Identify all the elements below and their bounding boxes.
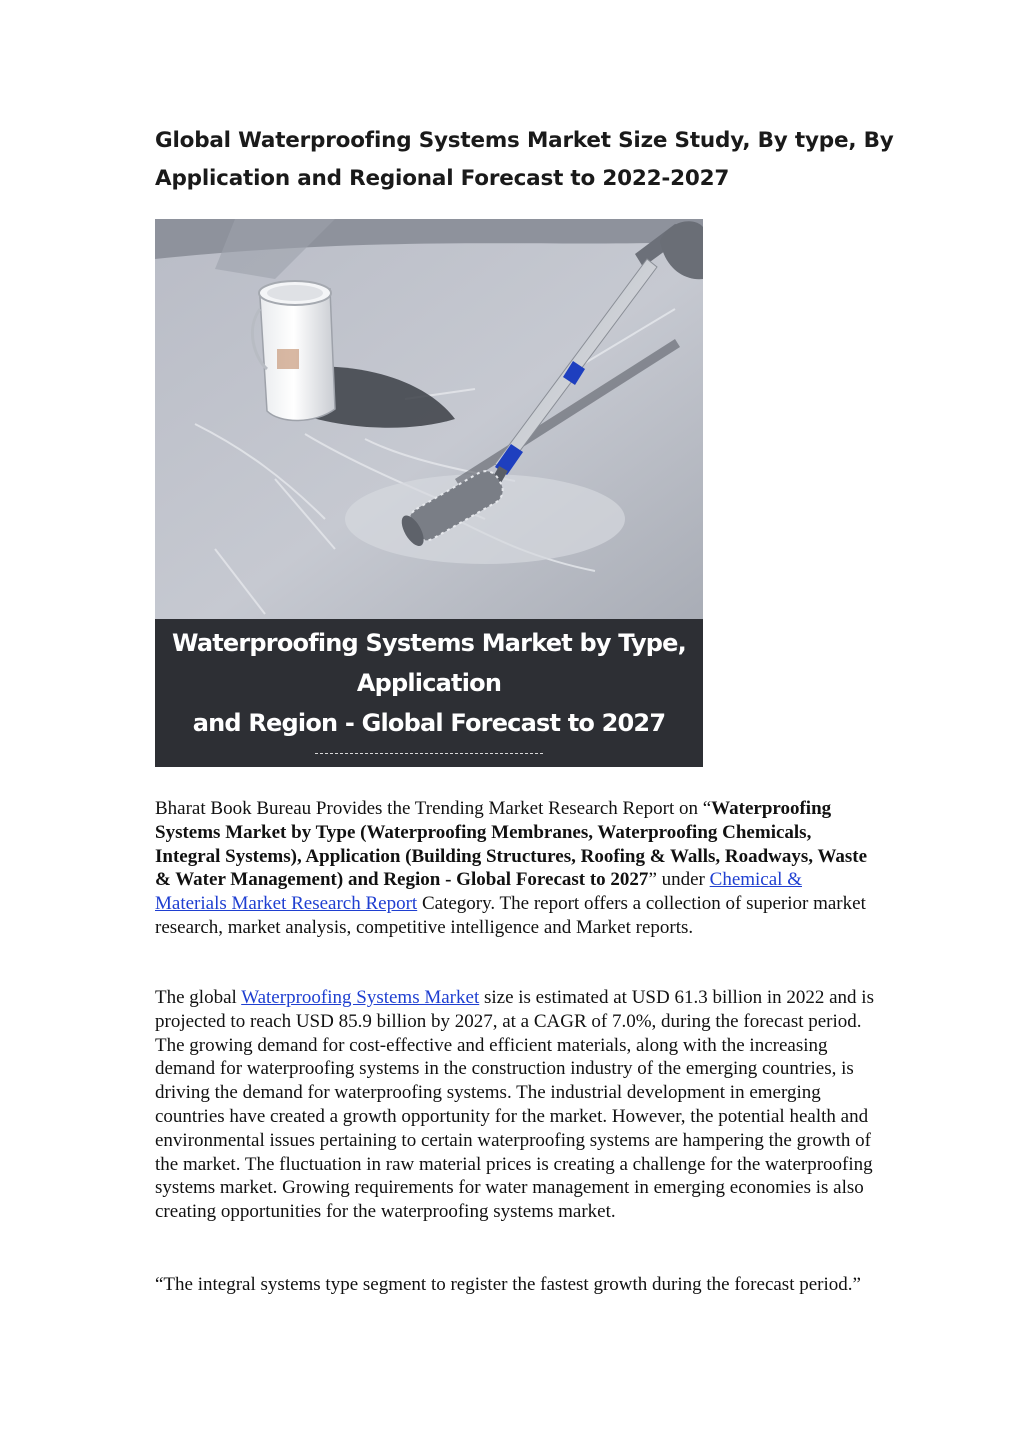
- intro-rest-text: Category. The report offers a collection of superior market research, market analysis, competitive intelligence and Market reports.: [155, 893, 866, 938]
- banner-line-1: Waterproofing Systems Market by Type, Application: [172, 629, 686, 697]
- report-cover-image: [155, 219, 703, 792]
- intro-paragraph: [155, 797, 875, 940]
- market-intro-text: The global: [155, 987, 242, 1008]
- cover-banner: [155, 619, 703, 792]
- report-name: Waterproofing Systems Market by Type (Waterproofing Membranes, Waterproofing Chemicals, Integral Systems), Application (Building Structures, Roofing & Walls, Roadways, Waste & Water Management) and Region - Global Forecast to 2027: [155, 798, 868, 891]
- market-link[interactable]: Waterproofing Systems Market: [241, 987, 480, 1008]
- market-size-paragraph: [155, 986, 875, 1224]
- banner-url: www.bharatbook.com: [310, 768, 548, 792]
- waterproofing-photo: [155, 219, 703, 619]
- category-link[interactable]: Chemical & Materials Market Research Report: [155, 869, 802, 915]
- under-text: ” under: [648, 869, 710, 891]
- banner-line-2: and Region - Global Forecast to 2027: [192, 709, 666, 737]
- document-title: Global Waterproofing Systems Market Size Study, By type, By Application and Regional Forecast to 2022-2027: [155, 128, 894, 191]
- market-rest-text: size is estimated at USD 61.3 billion in 2022 and is projected to reach USD 85.9 billion by 2027, at a CAGR of 7.0%, during the forecast period. The growing demand for cost-effective and efficient materials, along with the increasing demand for waterproofing systems in the construction industry of the emerging countries, is driving the demand for waterproofing systems. The industrial development in emerging countries have created a growth opportunity for the market. However, the potential health and environmental issues pertaining to certain waterproofing systems are hampering the growth of the market. The fluctuation in raw material prices is creating a challenge for the waterproofing systems market. Growing requirements for water management in emerging economies is also creating opportunities for the waterproofing systems market.: [155, 987, 874, 1223]
- intro-text: Bharat Book Bureau Provides the Trending Market Research Report on “: [155, 798, 712, 819]
- banner-separator: [315, 753, 543, 754]
- quote-paragraph: “The integral systems type segment to register the fastest growth during the forecast period.”: [155, 1274, 861, 1295]
